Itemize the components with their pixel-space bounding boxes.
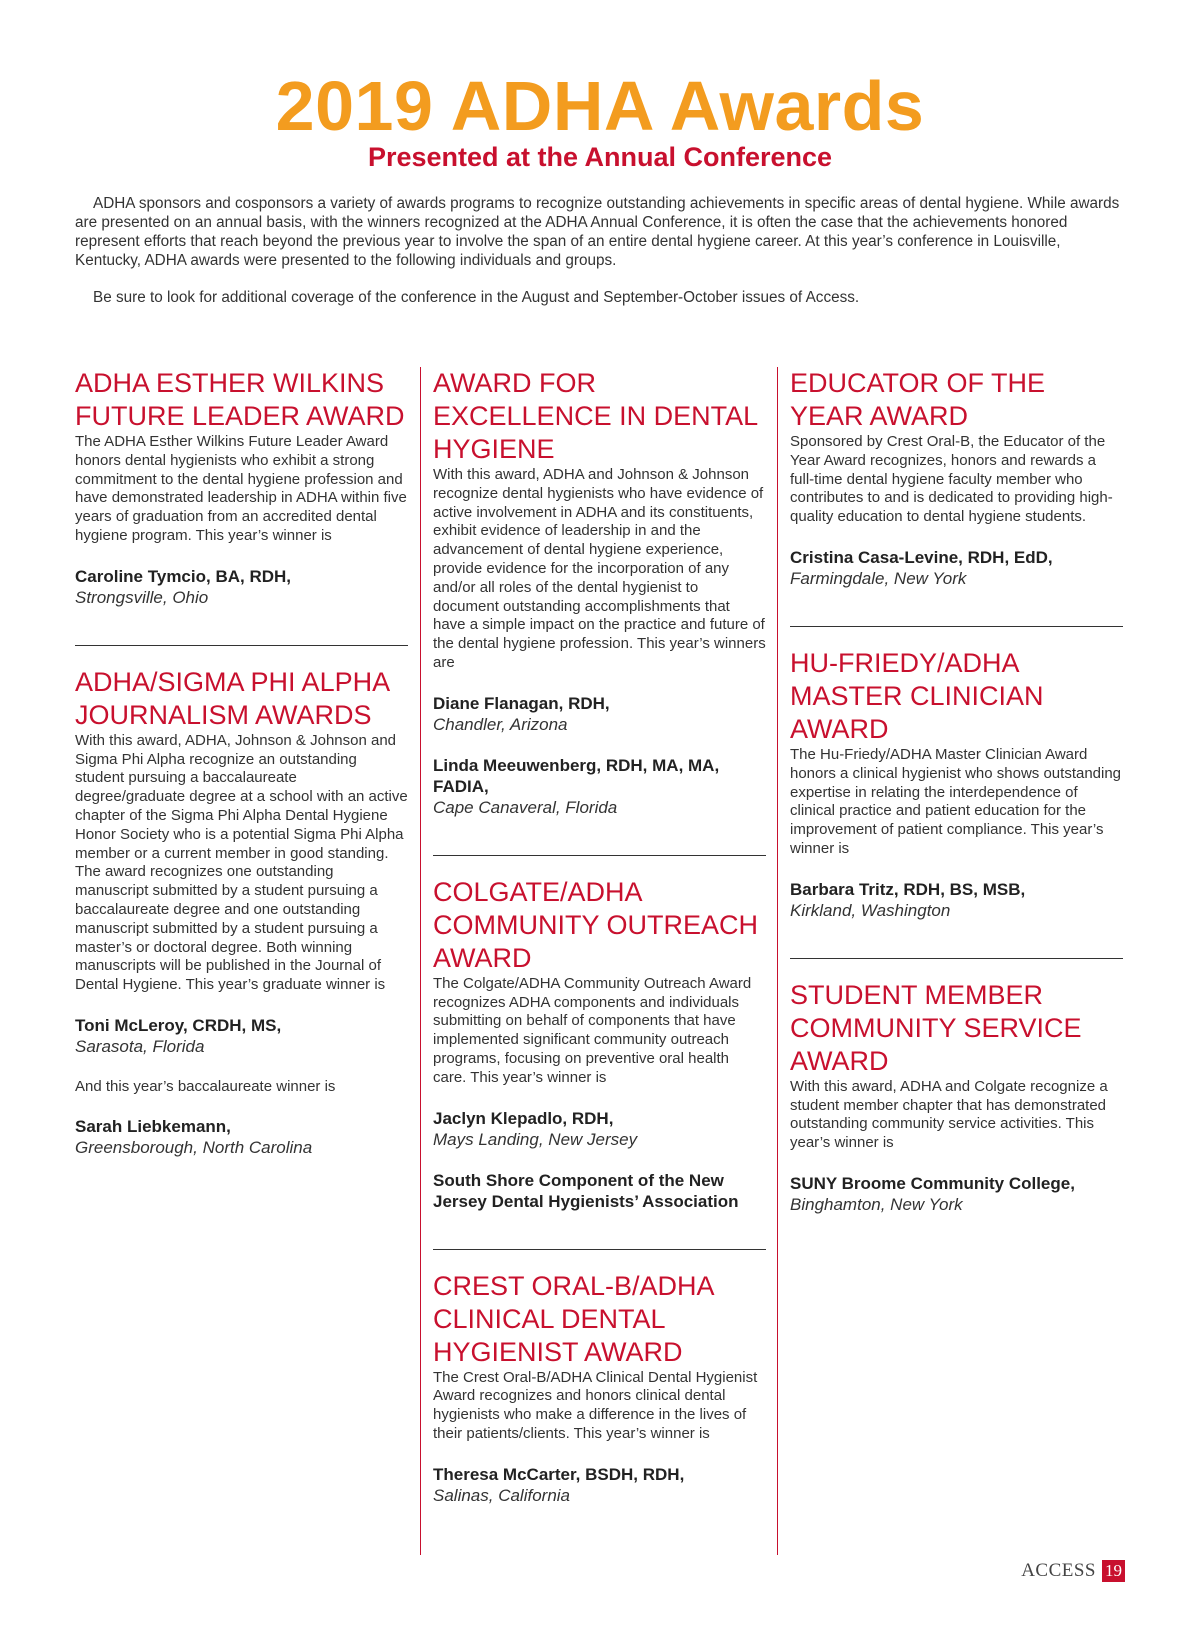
winner-name: Jaclyn Klepadlo, RDH, (433, 1108, 614, 1128)
column-divider (420, 367, 421, 1555)
award-title: ADHA/SIGMA PHI ALPHA JOURNALISM AWARDS (75, 666, 389, 730)
award-title: EDUCATOR OF THE YEAR AWARD (790, 368, 1046, 431)
column-3 (790, 367, 1123, 1215)
column-1 (75, 367, 408, 1158)
award-title: HU-FRIEDY/ADHA MASTER CLINICIAN AWARD (790, 647, 1044, 744)
page-number: 19 (1102, 1560, 1125, 1582)
column-2 (433, 367, 766, 1506)
award-esther-wilkins (75, 367, 408, 608)
award-title: ADHA ESTHER WILKINS FUTURE LEADER AWARD (75, 368, 405, 431)
winner (433, 1108, 766, 1150)
winner-name: South Shore Component of the New Jersey Dental Hygienists’ Association (433, 1170, 739, 1211)
winner-location: Kirkland, Washington (790, 900, 951, 920)
winner (75, 566, 408, 608)
winner (433, 693, 766, 735)
page-subtitle: Presented at the Annual Conference (367, 142, 833, 172)
award-description: With this award, ADHA and Colgate recognize a student member chapter that has demonstrated outstanding community service activities. This year’s winner is (790, 1077, 1108, 1152)
winner-name: Sarah Liebkemann, (75, 1116, 231, 1136)
winner-name: Theresa McCarter, BSDH, RDH, (433, 1464, 685, 1484)
award-sigma-phi-alpha (75, 666, 408, 1158)
award-title: CREST ORAL-B/ADHA CLINICAL DENTAL HYGIENIST AWARD (433, 1270, 714, 1367)
winner-name: Diane Flanagan, RDH, (433, 693, 610, 713)
winner-location: Salinas, California (433, 1485, 571, 1505)
intro-paragraph: ADHA sponsors and cosponsors a variety of awards programs to recognize outstanding achievements in specific areas of dental hygiene. While awards are presented on an annual basis, with the winners recognized at the ADHA Annual Conference, it is often the case that the achievements honored represent efforts that reach beyond the previous year to involve the span of an entire dental hygiene career. At this year’s conference in Louisville, Kentucky, ADHA awards were presented to the following individuals and groups. (75, 195, 1120, 269)
winner (433, 1464, 766, 1506)
publication-name: ACCESS (1021, 1560, 1096, 1581)
winner-location: Mays Landing, New Jersey (433, 1129, 638, 1149)
award-description: Sponsored by Crest Oral-B, the Educator of the Year Award recognizes, honors and rewards a full-time dental hygiene faculty member who contributes to and is dedicated to providing high-quality education to dental hygiene students. (790, 433, 1113, 526)
winner (433, 1170, 766, 1212)
award-description: The Hu-Friedy/ADHA Master Clinician Award honors a clinical hygienist who shows outstanding expertise in relating the interdependence of clinical practice and patient education for the improvement of patient compliance. This year’s winner is (790, 745, 1122, 857)
award-note: And this year’s baccalaureate winner is (75, 1077, 336, 1095)
winner-name: Linda Meeuwenberg, RDH, MA, MA, FADIA, (433, 755, 720, 796)
winner (75, 1015, 408, 1057)
award-description: With this award, ADHA and Johnson & Johnson recognize dental hygienists who have evidence of active involvement in ADHA and its constituents, exhibit evidence of leadership in and the advancement of dental hygiene experience, provide evidence for the incorporation of any and/or all roles of the dental hygienist to document outstanding accomplishments that have a simple impact on the practice and future of the dental hygiene profession. This year’s winners are (433, 466, 766, 671)
award-colgate-outreach (433, 876, 766, 1212)
award-educator (790, 367, 1123, 589)
winner-location: Cape Canaveral, Florida (433, 797, 618, 817)
page-footer (1021, 1560, 1125, 1582)
winner-location: Sarasota, Florida (75, 1036, 205, 1056)
award-title: AWARD FOR EXCELLENCE IN DENTAL HYGIENE (433, 368, 758, 464)
page-title: 2019 ADHA Awards (275, 67, 925, 145)
award-description: The ADHA Esther Wilkins Future Leader Award honors dental hygienists who exhibit a strong commitment to the dental hygiene profession and have demonstrated leadership in ADHA within five years of graduation from an accredited dental hygiene program. This year’s winner is (75, 433, 407, 544)
winner-name: Cristina Casa-Levine, RDH, EdD, (790, 547, 1053, 567)
intro-paragraph: Be sure to look for additional coverage of the conference in the August and September-October issues of Access. (93, 289, 860, 306)
winner-location: Strongsville, Ohio (75, 587, 209, 607)
winner (790, 1173, 1123, 1215)
section-divider (433, 855, 766, 856)
award-excellence (433, 367, 766, 818)
winner-location: Chandler, Arizona (433, 714, 568, 734)
winner-location: Binghamton, New York (790, 1194, 963, 1214)
section-divider (433, 1249, 766, 1250)
award-student-service (790, 979, 1123, 1215)
section-divider (75, 645, 408, 646)
winner-location: Farmingdale, New York (790, 568, 967, 588)
award-description: With this award, ADHA, Johnson & Johnson and Sigma Phi Alpha recognize an outstanding student pursuing a baccalaureate degree/graduate degree at a school with an active chapter of the Sigma Phi Alpha Dental Hygiene Honor Society who is a potential Sigma Phi Alpha member or a current member in good standing. The award recognizes one outstanding manuscript submitted by a student pursuing a baccalaureate degree and one outstanding manuscript submitted by a student pursuing a master’s or doctoral degree. Both winning manuscripts will be published in the Journal of Dental Hygiene. This year’s graduate winner is (75, 731, 408, 994)
winner-name: Toni McLeroy, CRDH, MS, (75, 1015, 282, 1035)
winner (75, 1116, 408, 1158)
award-crest-clinical (433, 1270, 766, 1506)
section-divider (790, 958, 1123, 959)
winner (433, 755, 766, 818)
award-description: The Crest Oral-B/ADHA Clinical Dental Hygienist Award recognizes and honors clinical dental hygienists who make a difference in the lives of their patients/clients. This year’s winner is (433, 1368, 758, 1442)
award-master-clinician (790, 647, 1123, 921)
award-title: COLGATE/ADHA COMMUNITY OUTREACH AWARD (433, 876, 759, 973)
award-title: STUDENT MEMBER COMMUNITY SERVICE AWARD (790, 979, 1082, 1076)
award-description: The Colgate/ADHA Community Outreach Award recognizes ADHA components and individuals submitting on behalf of components that have implemented significant community outreach programs, focusing on preventive oral health care. This year’s winner is (433, 974, 752, 1086)
winner-name: Barbara Tritz, RDH, BS, MSB, (790, 879, 1026, 899)
winner-name: Caroline Tymcio, BA, RDH, (75, 566, 291, 586)
column-divider (777, 367, 778, 1555)
intro-text (75, 194, 1120, 307)
winner (790, 879, 1123, 921)
winner-name: SUNY Broome Community College, (790, 1173, 1075, 1193)
winner-location: Greensborough, North Carolina (75, 1137, 313, 1157)
section-divider (790, 626, 1123, 627)
winner (790, 547, 1123, 589)
